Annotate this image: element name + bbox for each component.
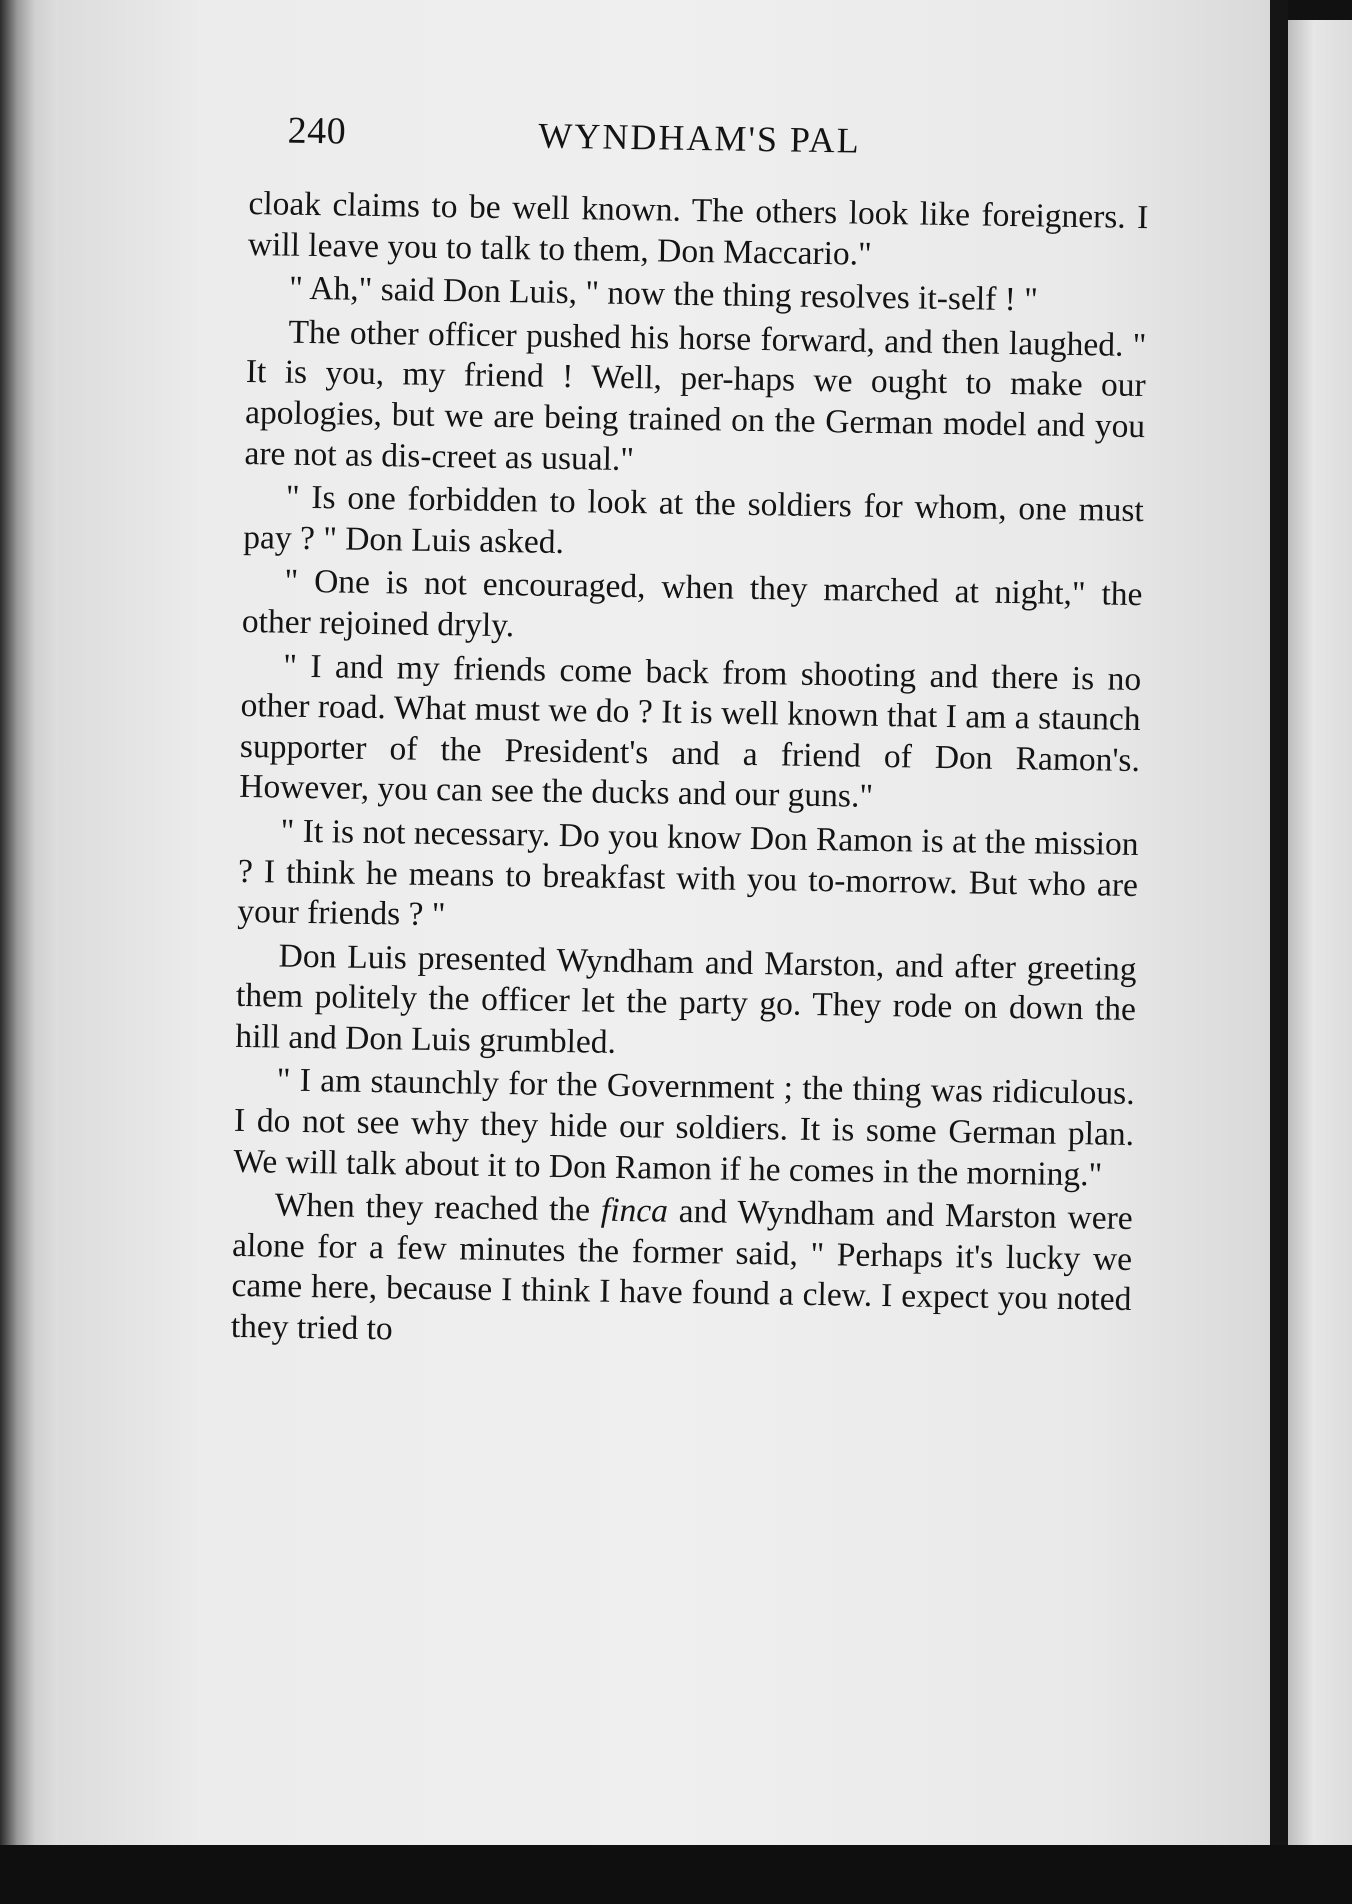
paragraph-2: " Ah," said Don Luis, " now the thing resolves it-self ! " xyxy=(288,269,1039,319)
running-title: WYNDHAM'S PAL xyxy=(538,115,861,161)
paragraph-10-start: When they reached the xyxy=(274,1186,602,1229)
paragraph-1: cloak claims to be well known. The others look like foreigners. I will leave you to talk to them, Don Maccario." xyxy=(247,184,1149,273)
paragraph-10 xyxy=(231,1185,1133,1361)
page-gutter-shadow xyxy=(1270,0,1288,1845)
paragraph-3: The other officer pushed his horse forward, and then laughed. " It is you, my friend ! Well, per-haps we ought to make our apologies, but we are being trained on the German model and you are not as dis-creet as usual." xyxy=(244,313,1147,478)
italic-word-finca: finca xyxy=(600,1191,669,1230)
paragraph-5: " One is not encouraged, when they marched at night," the other rejoined dryly. xyxy=(241,562,1143,645)
left-page-edge xyxy=(0,0,58,1904)
paragraph-7: " It is not necessary. Do you know Don Ramon is at the mission ? I think he means to breakfast with you to-morrow. But who are your friends ? " xyxy=(237,812,1139,934)
paragraph-10-rest: and Wyndham and Marston were alone for a few minutes the former said, " Perhaps it's lucky we came here, because I think I have found a clew. I expect you noted they tried to xyxy=(230,1192,1133,1348)
scan-bottom-border xyxy=(0,1845,1352,1904)
paragraph-9: " I am staunchly for the Government ; the thing was ridiculous. I do not see why they hide our soldiers. It is some German plan. We will talk about it to Don Ramon if he comes in the morning." xyxy=(233,1062,1135,1194)
paragraph-4: " Is one forbidden to look at the soldiers for whom, one must pay ? " Don Luis asked. xyxy=(242,478,1145,561)
paragraph-8: Don Luis presented Wyndham and Marston, and after greeting them politely the officer let the party go. They rode on down the hill and Don Luis grumbled. xyxy=(235,937,1137,1061)
page-text-block xyxy=(231,108,1150,1362)
next-page-edge xyxy=(1288,20,1352,1845)
paragraph-6: " I and my friends come back from shooting and there is no other road. What must we do ? It is well known that I am a staunch supporter of the President's and a friend of Don Ramon's. However, you can see the ducks and our guns." xyxy=(239,647,1142,816)
page-number: 240 xyxy=(287,109,347,153)
